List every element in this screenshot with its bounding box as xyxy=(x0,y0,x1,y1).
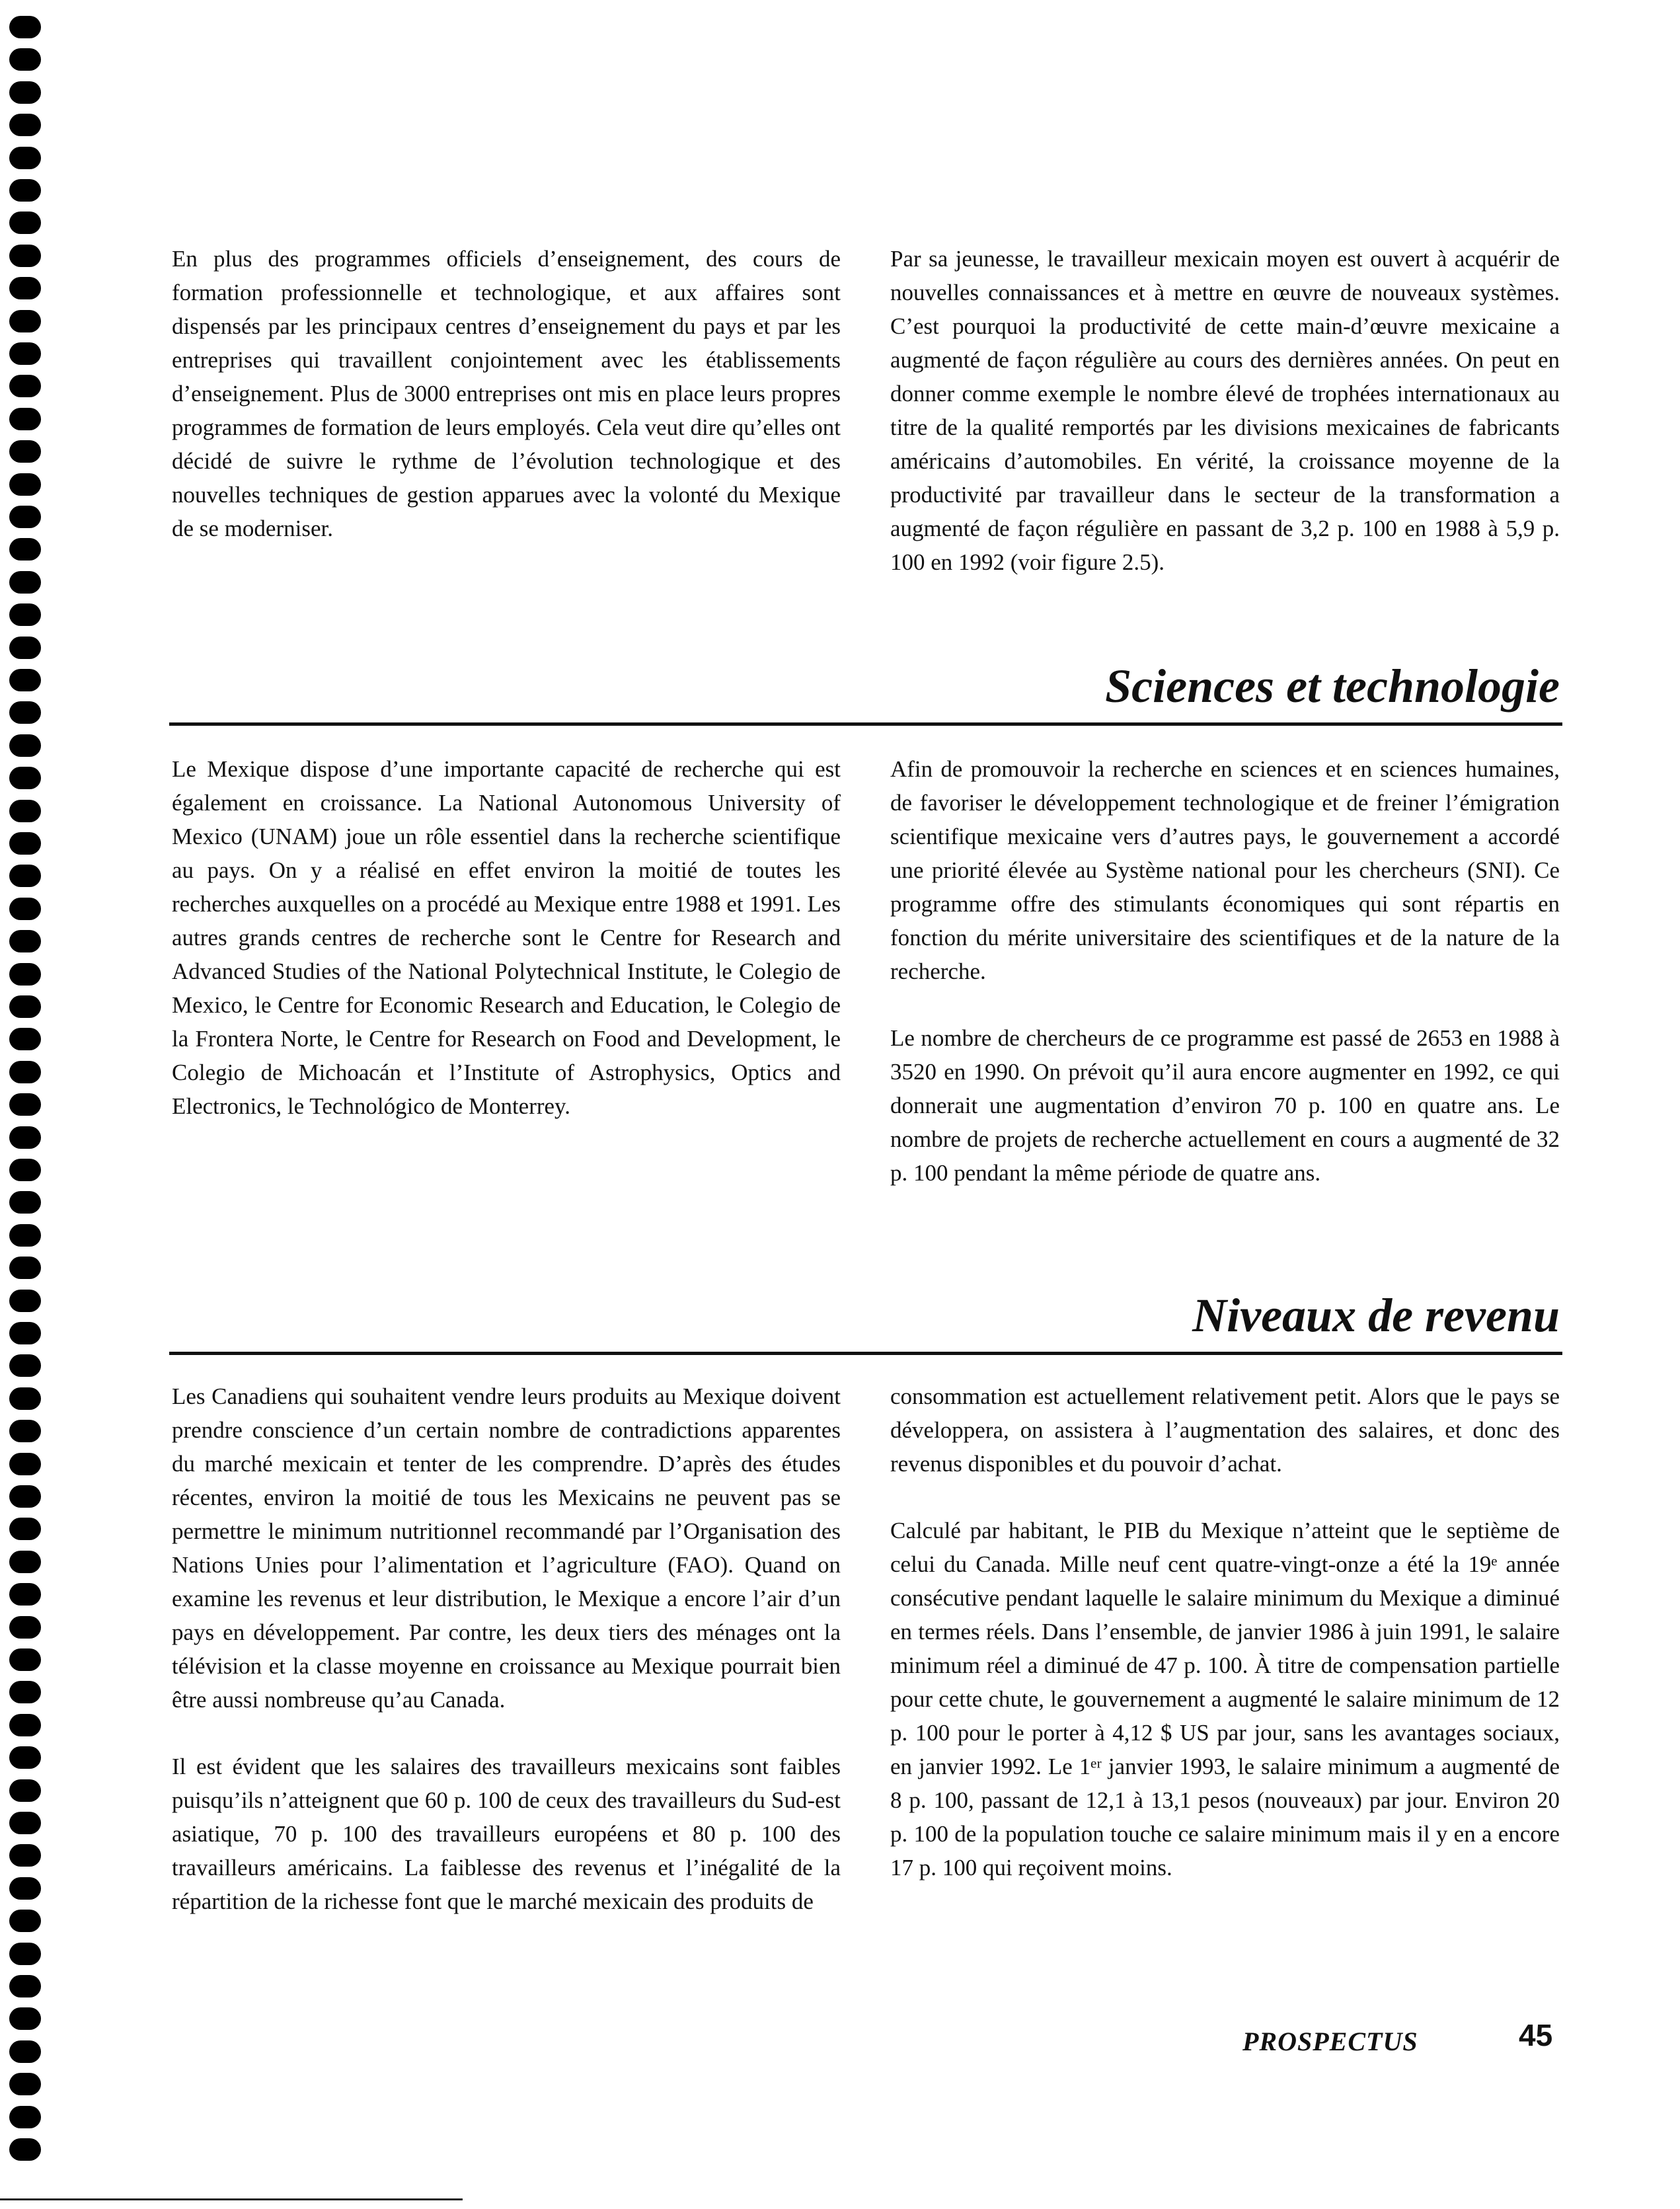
binding-holes xyxy=(9,16,49,2197)
binding-hole xyxy=(9,995,41,1018)
binding-hole xyxy=(9,2106,41,2128)
binding-hole xyxy=(9,1681,41,1703)
section-heading-sciences: Sciences et technologie xyxy=(1105,660,1560,713)
binding-hole xyxy=(9,1159,41,1181)
binding-hole xyxy=(9,767,41,789)
binding-hole xyxy=(9,1551,41,1573)
intro-right-column xyxy=(890,242,1560,579)
binding-hole xyxy=(9,1877,41,1900)
binding-hole xyxy=(9,2073,41,2095)
binding-hole xyxy=(9,603,41,626)
binding-hole xyxy=(9,734,41,757)
revenu-left-column xyxy=(172,1379,841,1918)
section-heading-revenu: Niveaux de revenu xyxy=(1192,1289,1560,1342)
paragraph: Afin de promouvoir la recherche en sciences et en sciences humaines, de favoriser le développement technologique et de freiner l’émigration scientifique mexicaine vers d’autres pays, le gouvernement a accordé une priorité élevée au Système national pour les chercheurs (SNI). Ce programme offre des stimulants économiques qui sont répartis en fonction du mérite universitaire des scientifiques et de la nature de la recherche. xyxy=(890,756,1560,984)
binding-hole xyxy=(9,701,41,724)
binding-hole xyxy=(9,440,41,463)
binding-hole xyxy=(9,310,41,332)
binding-hole xyxy=(9,1028,41,1050)
binding-hole xyxy=(9,506,41,528)
binding-hole xyxy=(9,1290,41,1312)
paragraph: Calculé par habitant, le PIB du Mexique n’atteint que le septième de celui du Canada. Mille neuf cent quatre-vingt-onze a été la 19ᵉ année consécutive pendant laquelle le salaire minimum du Mexique a diminué en termes réels. Dans l’ensemble, de janvier 1986 à juin 1991, le salaire minimum réel a diminué de 47 p. 100. À titre de compensation partielle pour cette chute, le gouvernement a augmenté le salaire minimum de 12 p. 100 pour le porter à 4,12 $ US par jour, sans les avantages sociaux, en janvier 1992. Le 1ᵉʳ janvier 1993, le salaire minimum a augmenté de 8 p. 100, passant de 12,1 à 13,1 pesos (nouveaux) par jour. Environ 20 p. 100 de la population touche ce salaire minimum mais il y en a encore 17 p. 100 qui reçoivent moins. xyxy=(890,1518,1560,1880)
binding-hole xyxy=(9,669,41,691)
binding-hole xyxy=(9,538,41,561)
intro-left-column xyxy=(172,242,841,545)
paragraph: Les Canadiens qui souhaitent vendre leurs produits au Mexique doivent prendre conscience d’un certain nombre de contradictions apparentes du marché mexicain et tenter de les comprendre. D’après des études récentes, environ la moitié de tous les Mexicains ne peuvent pas se permettre le minimum nutritionnel recommandé par l’Organisation des Nations Unies pour l’alimentation et l’agriculture (FAO). Quand on examine les revenus et leur distribution, le Mexique a encore l’air d’un pays en développement. Par contre, les deux tiers des ménages ont la télévision et la classe moyenne en croissance au Mexique pourrait bien être aussi nombreuse qu’au Canada. xyxy=(172,1383,841,1713)
binding-hole xyxy=(9,147,41,169)
binding-hole xyxy=(9,1191,41,1214)
binding-hole xyxy=(9,1126,41,1149)
binding-hole xyxy=(9,1975,41,1997)
section-rule xyxy=(169,722,1562,726)
binding-hole xyxy=(9,16,41,38)
binding-hole xyxy=(9,1257,41,1279)
binding-hole xyxy=(9,81,41,104)
binding-hole xyxy=(9,1583,41,1606)
page-number: 45 xyxy=(1519,2018,1553,2052)
paragraph: Il est évident que les salaires des travailleurs mexicains sont faibles puisqu’ils n’atteignent que 60 p. 100 de ceux des travailleurs du Sud-est asiatique, 70 p. 100 des travailleurs européens et 80 p. 100 des travailleurs américains. La faiblesse des revenus et l’inégalité de la répartition de la richesse font que le marché mexicain des produits de xyxy=(172,1754,841,1914)
binding-hole xyxy=(9,408,41,430)
binding-hole xyxy=(9,1453,41,1475)
binding-hole xyxy=(9,963,41,986)
binding-hole xyxy=(9,114,41,136)
binding-hole xyxy=(9,473,41,496)
binding-hole xyxy=(9,1910,41,1932)
binding-hole xyxy=(9,865,41,887)
binding-hole xyxy=(9,245,41,267)
binding-hole xyxy=(9,2138,41,2161)
page-edge-line xyxy=(0,2198,463,2200)
binding-hole xyxy=(9,48,41,71)
binding-hole xyxy=(9,342,41,365)
section-rule xyxy=(169,1352,1562,1355)
binding-hole xyxy=(9,1224,41,1247)
binding-hole xyxy=(9,898,41,920)
binding-hole xyxy=(9,2007,41,2030)
binding-hole xyxy=(9,1322,41,1344)
binding-hole xyxy=(9,1648,41,1671)
binding-hole xyxy=(9,1844,41,1867)
binding-hole xyxy=(9,1812,41,1834)
binding-hole xyxy=(9,930,41,952)
binding-hole xyxy=(9,2040,41,2063)
binding-hole xyxy=(9,375,41,397)
binding-hole xyxy=(9,1779,41,1802)
science-left-column xyxy=(172,752,841,1123)
binding-hole xyxy=(9,1093,41,1116)
binding-hole xyxy=(9,1746,41,1769)
binding-hole xyxy=(9,277,41,299)
binding-hole xyxy=(9,1943,41,1965)
paragraph: Par sa jeunesse, le travailleur mexicain moyen est ouvert à acquérir de nouvelles connaissances et à mettre en œuvre de nouveaux systèmes. C’est pourquoi la productivité de cette main-d’œuvre mexicaine a augmenté de façon régulière au cours des dernières années. On peut en donner comme exemple le nombre élevé de trophées internationaux au titre de la qualité remportés par les divisions mexicaines de fabricants américains d’automobiles. En vérité, la croissance moyenne de la productivité par travailleur dans le secteur de la transformation a augmenté de façon régulière en passant de 3,2 p. 100 en 1988 à 5,9 p. 100 en 1992 (voir figure 2.5). xyxy=(890,246,1560,575)
paragraph: Le Mexique dispose d’une importante capacité de recherche qui est également en croissance. La National Autonomous University of Mexico (UNAM) joue un rôle essentiel dans la recherche scientifique au pays. On y a réalisé en effet environ la moitié de toutes les recherches auxquelles on a procédé au Mexique entre 1988 et 1991. Les autres grands centres de recherche sont le Centre for Research and Advanced Studies of the National Polytechnical Institute, le Colegio de Mexico, le Centre for Economic Research and Education, le Colegio de la Frontera Norte, le Centre for Research on Food and Development, le Colegio de Michoacán et l’Institute of Astrophysics, Optics and Electronics, le Technológico de Monterrey. xyxy=(172,756,841,1119)
science-right-column xyxy=(890,752,1560,1190)
binding-hole xyxy=(9,832,41,855)
binding-hole xyxy=(9,1354,41,1377)
binding-hole xyxy=(9,800,41,822)
paragraph: Le nombre de chercheurs de ce programme est passé de 2653 en 1988 à 3520 en 1990. On prévoit qu’il aura encore augmenter en 1992, ce qui donnerait une augmentation d’environ 70 p. 100 en quatre ans. Le nombre de projets de recherche actuellement en cours a augmenté de 32 p. 100 pendant la même période de quatre ans. xyxy=(890,1025,1560,1186)
prospectus-logo: PROSPECTUS xyxy=(1242,2027,1418,2056)
binding-hole xyxy=(9,1061,41,1083)
binding-hole xyxy=(9,1420,41,1442)
binding-hole xyxy=(9,571,41,594)
binding-hole xyxy=(9,1485,41,1508)
paragraph: En plus des programmes officiels d’enseignement, des cours de formation professionnelle et technologique, et aux affaires sont dispensés par les principaux centres d’enseignement du pays et par les entreprises qui travaillent conjointement avec les établissements d’enseignement. Plus de 3000 entreprises ont mis en place leurs propres programmes de formation de leurs employés. Cela veut dire qu’elles ont décidé de suivre le rythme de l’évolution technologique et des nouvelles techniques de gestion apparues avec la volonté du Mexique de se moderniser. xyxy=(172,246,841,541)
binding-hole xyxy=(9,1518,41,1540)
binding-hole xyxy=(9,212,41,234)
binding-hole xyxy=(9,179,41,202)
paragraph: consommation est actuellement relativement petit. Alors que le pays se développera, on assistera à l’augmentation des salaires, et donc des revenus disponibles et du pouvoir d’achat. xyxy=(890,1383,1560,1477)
binding-hole xyxy=(9,1616,41,1639)
binding-hole xyxy=(9,1387,41,1410)
binding-hole xyxy=(9,1714,41,1736)
revenu-right-column xyxy=(890,1379,1560,1884)
binding-hole xyxy=(9,637,41,659)
